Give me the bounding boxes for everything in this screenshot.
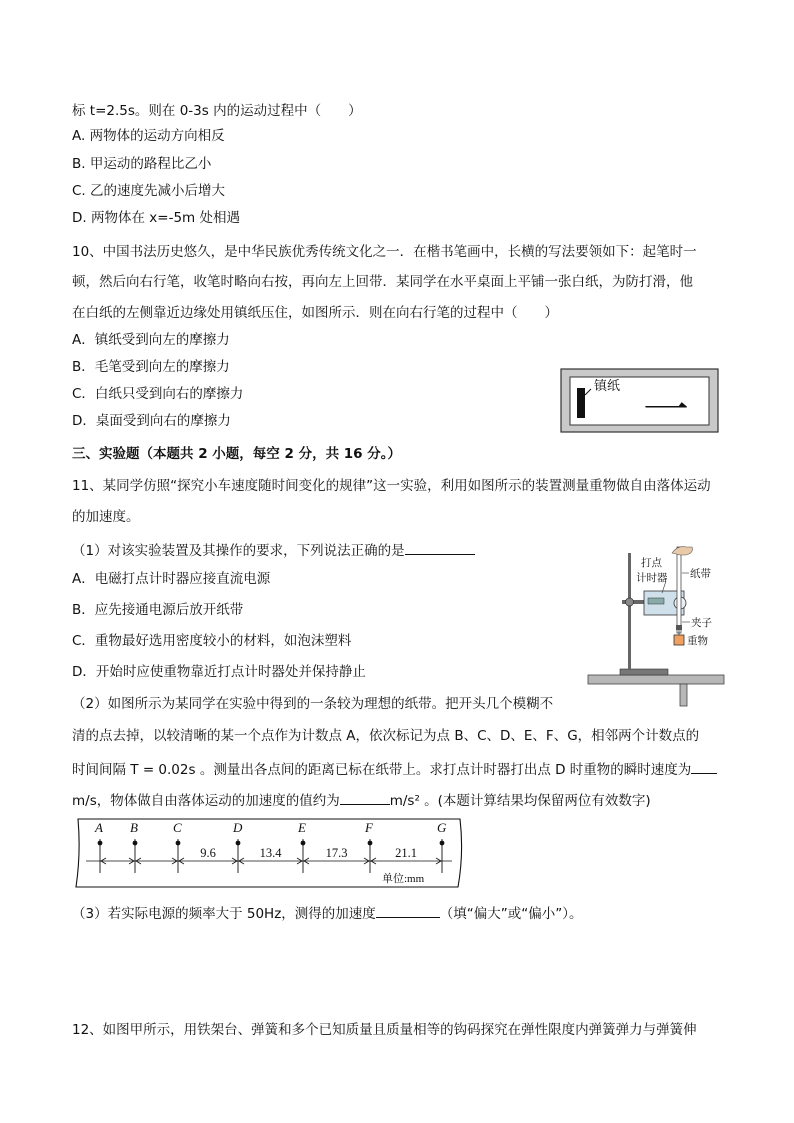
q10-option-d: D．桌面受到向右的摩擦力 [72,413,231,429]
q11-intro-line-2: 的加速度。 [72,509,140,525]
q11-option-b: B．应先接通电源后放开纸带 [72,602,244,618]
q11-part-2-line-3-text: 时间间隔 T = 0.02s 。测量出各点间的距离已标在纸带上。求打点计时器打出点 D 时重物的瞬时速度为 [72,762,692,778]
label-timer-1: 打点 [641,558,662,569]
tape-point-label-G: G [437,820,447,835]
paper-tape-figure [72,815,464,891]
tape-distance-label: 9.6 [200,846,216,860]
tape-dot-D [236,841,241,846]
tape-dot-E [301,841,306,846]
tape-dot-B [133,841,138,846]
q11-velocity-blank[interactable] [691,759,717,774]
tape-point-label-D: D [233,820,243,835]
stand-rod [628,553,631,669]
q11-part-1-text: （1）对该实验装置及其操作的要求，下列说法正确的是 [72,543,405,559]
q9-stem: 标 t=2.5s。则在 0-3s 内的运动过程中（ ） [72,103,362,119]
q10-line-2: 顿，然后向右行笔，收笔时略向右按，再向左上回带．某同学在水平桌面上平铺一张白纸，为防打滑，他 [72,274,693,290]
q11-option-d: D．开始时应使重物靠近打点计时器处并保持静止 [72,664,366,680]
table-top [588,675,724,684]
q11-part-2-line-1: （2）如图所示为某同学在实验中得到的一条较为理想的纸带。把开头几个模糊不 [72,696,554,712]
q11-part-3-tail: （填“偏大”或“偏小”）。 [439,906,583,922]
q11-part-2-line-4a: m/s，物体做自由落体运动的加速度的值约为 [72,793,340,809]
stand-base [620,669,668,675]
free-fall-apparatus-figure [586,543,726,708]
q11-part-2-line-2: 清的点去掉，以较清晰的某一个点作为计数点 A，依次标记为点 B、C、D、E、F、G，相邻两个计数点的 [72,728,700,744]
tape-point-label-B: B [130,820,138,835]
q11-part-2-line-4b: m/s² 。(本题计算结果均保留两位有效数字) [389,793,651,809]
brush-stroke-character: 一 [643,385,689,434]
q9-option-d: D. 两物体在 x=-5m 处相遇 [72,210,240,226]
q11-intro-line-1: 11、某同学仿照“探究小车速度随时间变化的规律”这一实验，利用如图所示的装置测量重物做自由落体运动 [72,478,711,494]
tape-distance-label: 13.4 [259,846,282,860]
q11-part-2-line-4 [72,790,651,810]
q11-part-1-blank[interactable] [405,540,475,555]
tape-distance-label: 17.3 [325,846,348,860]
q10-option-a: A．镇纸受到向左的摩擦力 [72,332,230,348]
paperweight-bar [577,388,585,418]
tape-distance-label: 21.1 [395,846,417,860]
q9-option-a: A. 两物体的运动方向相反 [72,128,225,144]
label-weight: 重物 [687,636,708,647]
tape-point-label-C: C [173,820,182,835]
q11-part-3-text: （3）若实际电源的频率大于 50Hz，测得的加速度 [72,906,376,922]
q11-part-3-blank[interactable] [376,903,440,918]
tape-point-label-E: E [298,820,306,835]
section-3-heading: 三、实验题（本题共 2 小题，每空 2 分，共 16 分。） [72,446,402,462]
hand-shape [672,547,692,555]
q11-part-2-line-3 [72,759,717,779]
q9-option-c: C. 乙的速度先减小后增大 [72,183,226,199]
q10-option-c: C．白纸只受到向右的摩擦力 [72,386,244,402]
tape-dot-C [176,841,181,846]
tape-dot-A [98,841,103,846]
q10-option-b: B．毛笔受到向左的摩擦力 [72,359,230,375]
table-leg [680,684,687,706]
q11-part-1 [72,540,475,560]
q11-acceleration-blank[interactable] [340,790,390,805]
tape-dot-F [368,841,373,846]
q9-option-b: B. 甲运动的路程比乙小 [72,156,212,172]
label-tape: 纸带 [690,569,711,580]
q12-line-1: 12、如图甲所示，用铁架台、弹簧和多个已知质量且质量相等的钩码探究在弹性限度内弹簧弹力与弹簧伸 [72,1022,697,1038]
q11-part-3 [72,903,583,923]
q11-option-c: C．重物最好选用密度较小的材料，如泡沫塑料 [72,633,352,649]
q11-option-a: A．电磁打点计时器应接直流电源 [72,571,271,587]
q10-line-3: 在白纸的左侧靠近边缘处用镇纸压住，如图所示．则在向右行笔的过程中（ ） [72,305,558,321]
weight [674,635,684,645]
paperweight-figure [560,368,720,434]
clip [676,625,682,630]
paperweight-label: 镇纸 [594,378,621,393]
tape-point-label-F: F [365,820,373,835]
tape-unit: 单位:mm [382,873,425,885]
label-clip: 夹子 [691,618,712,629]
paper-tape [677,547,681,633]
tape-dot-G [440,841,445,846]
tape-point-label-A: A [95,820,103,835]
label-timer-2: 计时器 [636,573,668,584]
q10-line-1: 10、中国书法历史悠久，是中华民族优秀传统文化之一．在楷书笔画中，长横的写法要领如下：起笔时一 [72,244,697,260]
